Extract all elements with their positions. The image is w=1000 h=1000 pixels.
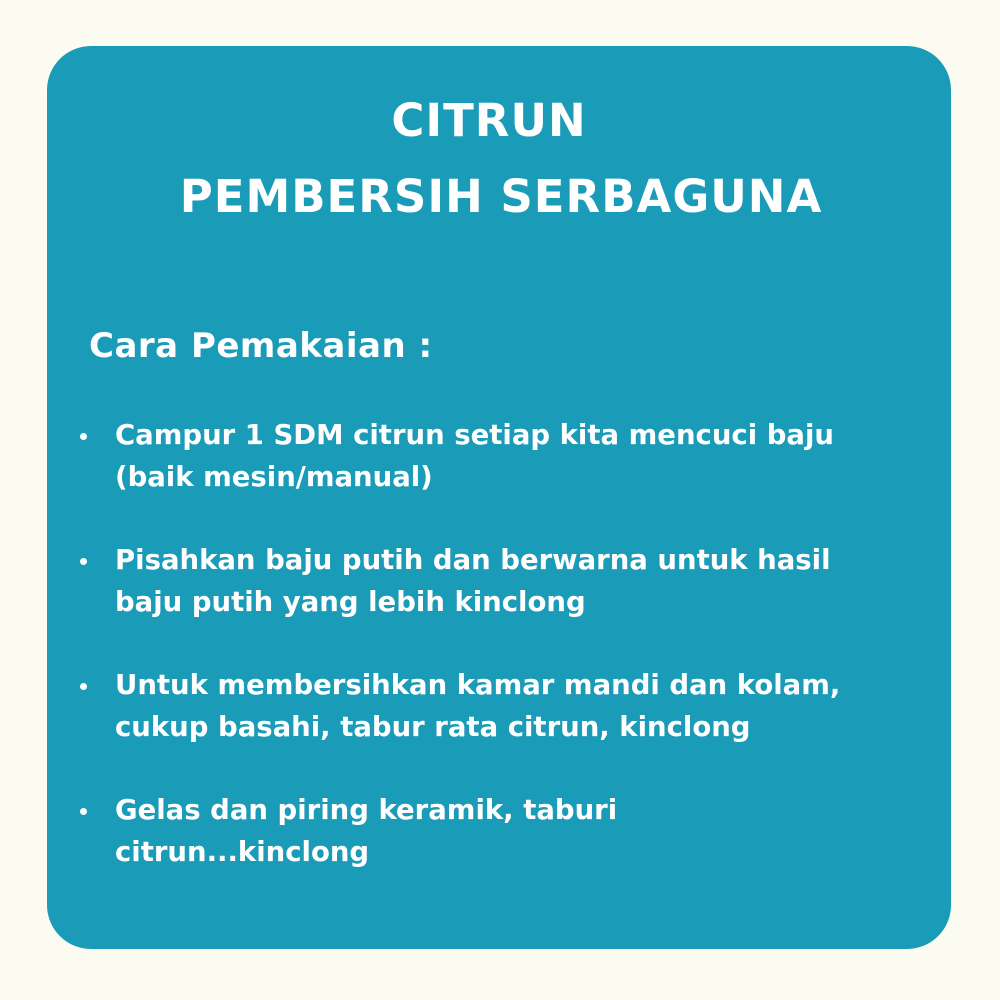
instruction-item: [75, 789, 935, 873]
bullet-icon: [80, 558, 87, 565]
info-card: [47, 46, 951, 949]
instruction-item: [75, 414, 935, 498]
instruction-text-line: citrun...kinclong: [115, 836, 370, 868]
usage-heading: Cara Pemakaian :: [89, 326, 433, 366]
instruction-item: [75, 539, 935, 623]
title-line-2: PEMBERSIH SERBAGUNA: [179, 170, 823, 223]
instruction-text-line: (baik mesin/manual): [115, 461, 433, 493]
bullet-icon: [80, 808, 87, 815]
instruction-text-line: Pisahkan baju putih dan berwarna untuk hasil: [115, 544, 831, 576]
instruction-text-line: Gelas dan piring keramik, taburi: [115, 794, 618, 826]
instruction-text-line: cukup basahi, tabur rata citrun, kinclong: [115, 711, 751, 743]
instruction-text-line: Untuk membersihkan kamar mandi dan kolam,: [115, 669, 841, 701]
bullet-icon: [80, 433, 87, 440]
instruction-list: [75, 414, 935, 914]
instruction-text-line: baju putih yang lebih kinclong: [115, 586, 586, 618]
instruction-text-line: Campur 1 SDM citrun setiap kita mencuci baju: [115, 419, 834, 451]
title-line-1: CITRUN: [391, 94, 587, 147]
instruction-item: [75, 664, 935, 748]
bullet-icon: [80, 683, 87, 690]
